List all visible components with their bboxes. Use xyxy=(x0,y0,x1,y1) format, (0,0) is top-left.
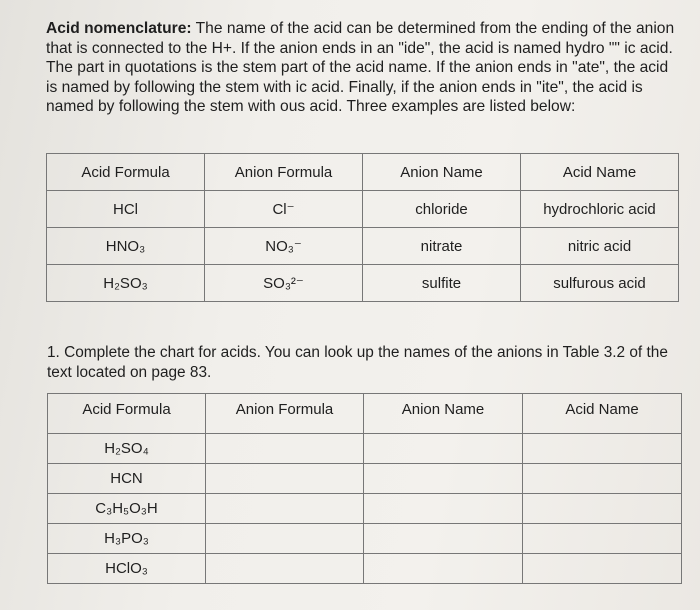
examples-header-acid-formula: Acid Formula xyxy=(47,154,205,191)
examples-header-anion-name: Anion Name xyxy=(363,154,521,191)
anion-formula-blank[interactable] xyxy=(206,524,364,554)
anion-name-cell: chloride xyxy=(363,191,521,228)
anion-name-blank[interactable] xyxy=(364,524,523,554)
acid-formula-cell: HClO₃ xyxy=(48,554,206,584)
acid-name-cell: nitric acid xyxy=(521,228,679,265)
exercise-header-acid-formula: Acid Formula xyxy=(48,394,206,434)
acid-name-blank[interactable] xyxy=(523,494,682,524)
table-row xyxy=(48,464,682,494)
acid-name-cell: hydrochloric acid xyxy=(521,191,679,228)
exercise-table xyxy=(47,393,682,584)
intro-heading: Acid nomenclature: xyxy=(46,20,192,37)
table-row xyxy=(48,554,682,584)
exercise-header-anion-name: Anion Name xyxy=(364,394,523,434)
table-row xyxy=(47,228,679,265)
anion-name-blank[interactable] xyxy=(364,464,523,494)
acid-name-blank[interactable] xyxy=(523,434,682,464)
anion-name-blank[interactable] xyxy=(364,434,523,464)
acid-formula-cell: HNO₃ xyxy=(47,228,205,265)
question-1: 1. Complete the chart for acids. You can look up the names of the anions in Table 3.2 of the text located on page 83. xyxy=(47,344,668,381)
anion-name-blank[interactable] xyxy=(364,554,523,584)
exercise-header-anion-formula: Anion Formula xyxy=(206,394,364,434)
examples-table xyxy=(46,153,679,302)
acid-formula-cell: H₃PO₃ xyxy=(48,524,206,554)
anion-formula-blank[interactable] xyxy=(206,464,364,494)
examples-header-acid-name: Acid Name xyxy=(521,154,679,191)
intro-body: The name of the acid can be determined from the ending of the anion that is connected to the H+. If the anion ends in an "ide", the acid is named hydro "" ic acid. The part in quotations is the stem part of the acid name. If the anion ends in "ate", the acid is named by following the stem with ic acid. Finally, if the anion ends in "ite", the acid is named by following the stem with ous acid. Three examples are listed below: xyxy=(46,20,675,116)
acid-formula-cell: C₃H₅O₃H xyxy=(48,494,206,524)
table-row xyxy=(48,524,682,554)
anion-formula-blank[interactable] xyxy=(206,434,364,464)
exercise-header-row xyxy=(48,394,682,434)
table-row xyxy=(48,434,682,464)
anion-name-blank[interactable] xyxy=(364,494,523,524)
anion-formula-cell: Cl⁻ xyxy=(205,191,363,228)
anion-formula-cell: SO₃²⁻ xyxy=(205,265,363,302)
intro-paragraph xyxy=(46,19,682,117)
anion-formula-blank[interactable] xyxy=(206,494,364,524)
acid-name-cell: sulfurous acid xyxy=(521,265,679,302)
examples-header-row xyxy=(47,154,679,191)
examples-header-anion-formula: Anion Formula xyxy=(205,154,363,191)
acid-formula-cell: HCN xyxy=(48,464,206,494)
table-row xyxy=(48,494,682,524)
anion-formula-blank[interactable] xyxy=(206,554,364,584)
acid-name-blank[interactable] xyxy=(523,464,682,494)
anion-name-cell: nitrate xyxy=(363,228,521,265)
anion-name-cell: sulfite xyxy=(363,265,521,302)
acid-name-blank[interactable] xyxy=(523,524,682,554)
acid-formula-cell: H₂SO₄ xyxy=(48,434,206,464)
acid-formula-cell: HCl xyxy=(47,191,205,228)
acid-name-blank[interactable] xyxy=(523,554,682,584)
table-row xyxy=(47,191,679,228)
table-row xyxy=(47,265,679,302)
acid-formula-cell: H₂SO₃ xyxy=(47,265,205,302)
exercise-header-acid-name: Acid Name xyxy=(523,394,682,434)
anion-formula-cell: NO₃⁻ xyxy=(205,228,363,265)
